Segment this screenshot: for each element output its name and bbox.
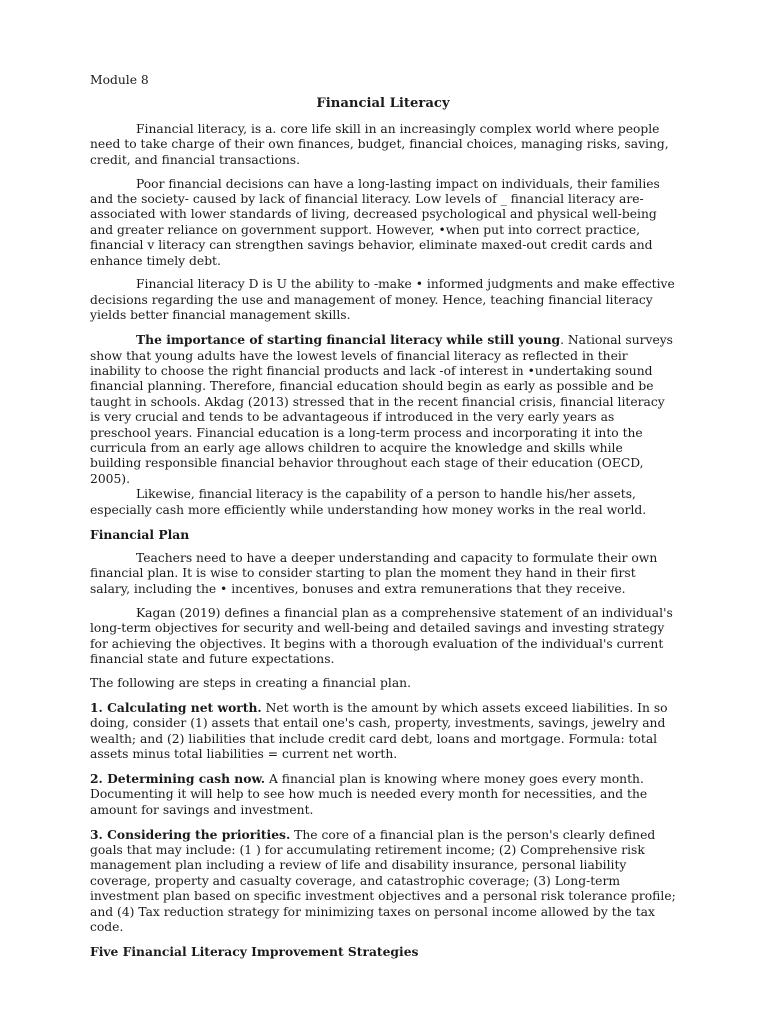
- step-label: 3. Considering the priorities.: [90, 826, 291, 842]
- step-label: 2. Determining cash now.: [90, 770, 266, 786]
- importance-lead: The importance of starting financial literacy while still young: [136, 332, 561, 348]
- paragraph-definition: Financial literacy D is U the ability to -make • informed judgments and make effective decisions regarding the use and management of money. Hence, teaching financial literacy yields better financial management skills.: [90, 277, 675, 323]
- module-label: Module 8: [90, 73, 149, 87]
- paragraph-intro: Financial literacy, is a. core life skill in an increasingly complex world where people need to take charge of their own finances, budget, financial choices, managing risks, saving, credit, and financial transactions.: [90, 121, 669, 167]
- paragraph-teachers: Teachers need to have a deeper understanding and capacity to formulate their own financial plan. It is wise to consider starting to plan the moment they hand in their first salary, including the • incentives, bonuses and extra remunerations that they receive.: [90, 550, 658, 596]
- step-cash-now: [90, 771, 676, 818]
- paragraph-likewise: Likewise, financial literacy is the capability of a person to handle his/her assets, especially cash more efficiently while understanding how money works in the real world.: [90, 487, 647, 517]
- paragraph-kagan: Kagan (2019) defines a financial plan as a comprehensive statement of an individual's long-term objectives for security and well-being and detailed savings and investing strategy for achieving the objectives. It begins with a thorough evaluation of the individual's current financial state and future expectations.: [90, 605, 673, 666]
- step-text: The core of a financial plan is the person's clearly defined goals that may include: (1 ) for accumulating retirement income; (2) Comprehensive risk management plan including a review of life and disability insurance, personal liability coverage, property and casualty coverage, and catastrophic coverage; (3) Long-term investment plan based on specific investment objectives and a personal risk tolerance profile; and (4) Tax reduction strategy for minimizing taxes on personal income allowed by the tax code.: [90, 827, 676, 934]
- step-net-worth: [90, 700, 676, 763]
- step-priorities: [90, 827, 676, 936]
- paragraph-steps-intro: The following are steps in creating a financial plan.: [90, 675, 411, 690]
- step-text: A financial plan is knowing where money goes every month. Documenting it will help to see how much is needed every month for necessities, and the amount for savings and investment.: [90, 771, 648, 817]
- paragraph-poor-decisions: Poor financial decisions can have a long-lasting impact on individuals, their families and the society- caused by lack of financial literacy. Low levels of _ financial literacy are-associated with lower standards of living, decreased psychological and physical well-being and greater reliance on government support. However, •when put into correct practice, financial v literacy can strengthen savings behavior, eliminate maxed-out credit cards and enhance timely debt.: [90, 176, 660, 268]
- importance-body: . National surveys show that young adults have the lowest levels of financial literacy as reflected in their inability to choose the right financial products and lack -of interest in •undertaking sound financial planning. Therefore, financial education should begin as early as possible and be taught in schools. Akdag (2013) stressed that in the recent financial crisis, financial literacy is very crucial and tends to be advantageous if introduced in the very early years as preschool years. Financial education is a long-term process and incorporating it into the curricula from an early age allows children to acquire the knowledge and skills while building responsible financial behavior throughout each stage of their education (OECD, 2005).: [90, 333, 673, 486]
- document-title: Financial Literacy: [316, 96, 450, 112]
- heading-financial-plan: Financial Plan: [90, 526, 190, 542]
- step-label: 1. Calculating net worth.: [90, 699, 262, 715]
- paragraph-importance: [90, 332, 676, 487]
- step-text: Net worth is the amount by which assets exceed liabilities. In so doing, consider (1) assets that entail one's cash, property, investments, savings, jewelry and wealth; and (2) liabilities that include credit card debt, loans and mortgage. Formula: total assets minus total liabilities = current net worth.: [90, 700, 668, 761]
- heading-strategies: Five Financial Literacy Improvement Strategies: [90, 943, 419, 959]
